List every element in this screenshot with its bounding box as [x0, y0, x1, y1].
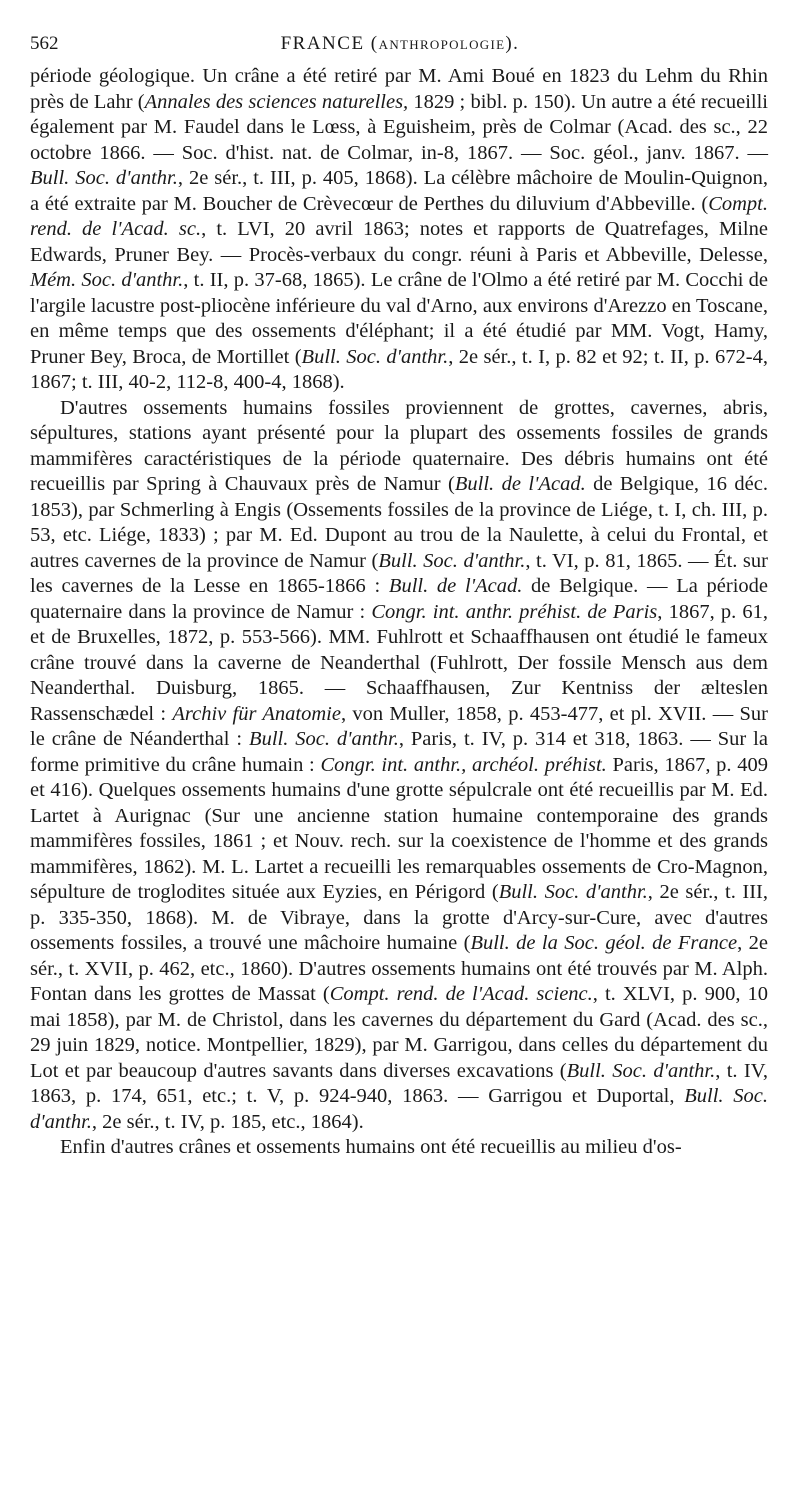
text-run: , 1867, p. 61, et de Bruxelles, 1872, p. 553-566). MM. Fuhlrott et Schaaffhausen ont étudié le fameux crâne trouvé dans la caverne de Neanderthal (Fuhlrott, Der fossile Mensch aus dem Neanderthal. Duisburg, 1865. — Schaaffhausen, Zur Kentniss der ælteslen Rassenschædel : — [30, 600, 768, 725]
citation-italic: Bull. de l'Acad. — [454, 473, 586, 495]
text-run: , von Muller, 1858, p. 453-477, et pl. XVII. — Sur le crâne de Néanderthal : — [30, 702, 768, 750]
citation-italic: Bull. Soc. d'anthr. — [566, 1059, 716, 1082]
citation-italic: Bull. Soc. d'anthr. — [30, 167, 178, 189]
citation-italic: Bull. Soc. d'anthr. — [301, 345, 449, 368]
text-run: , t. XLVI, p. 900, 10 mai 1858), par M. de Christol, dans les cavernes du département du Gard (Acad. des sc., 29 juin 1829, notice. Montpellier, 1829), par M. Garrigou, dans celles du département du Lot et par beaucoup d'autres savants dans diverses excavations ( — [30, 983, 769, 1082]
text-run: , 2e sér., t. III, p. 335-350, 1868). M. de Vibraye, dans la grotte d'Arcy-sur-Cure, avec d'autres ossements fossiles, a trouvé une mâchoire humaine ( — [30, 881, 769, 954]
text-run: , 2e sér., t. I, p. 82 et 92; t. II, p. 672-4, 1867; t. III, 40-2, 112-8, 400-4, 1868). — [30, 345, 768, 393]
body-text — [30, 64, 768, 1161]
citation-italic: Archiv für Anatomie — [172, 702, 341, 725]
text-run: de Belgique, 16 déc. 1853), par Schmerling à Engis (Ossements fossiles de la province de Liége, t. I, ch. III, p. 53, etc. Liége, 1833) ; par M. Ed. Dupont au trou de la Naulette, à celui du Frontal, et autres cavernes de la province de Namur ( — [30, 473, 768, 572]
text-run: , Paris, t. IV, p. 314 et 318, 1863. — Sur la forme primitive du crâne humain : — [30, 728, 768, 776]
text-run: Enfin d'autres crânes et ossements humains ont été recueillis au milieu d'os- — [60, 1136, 682, 1158]
text-run: , 2e sér., t. XVII, p. 462, etc., 1860). D'autres ossements humains ont été trouvés par M. Alph. Fontan dans les grottes de Massat ( — [30, 932, 768, 1005]
page-number: 562 — [30, 33, 59, 54]
text-run: D'autres ossements humains fossiles proviennent de grottes, cavernes, abris, sépultures, stations ayant présenté pour la plupart des ossements fossiles de grands mammifères caractéristiques de la période quaternaire. Des débris humains ont été recueillis par Spring à Chauvaux près de Namur ( — [30, 396, 768, 495]
text-run: , t. LVI, 20 avril 1863; notes et rapports de Quatrefages, Milne Edwards, Pruner Bey. — Procès-verbaux du congr. réuni à Paris et Abbeville, Delesse, — [30, 218, 768, 266]
citation-italic: Bull. Soc. d'anthr. — [378, 549, 526, 572]
citation-italic: Annales des sciences naturelles, — [144, 90, 409, 113]
citation-italic: Bull. Soc. d'anthr. — [30, 1085, 768, 1133]
text-run: Paris, 1867, p. 409 et 416). Quelques ossements humains d'une grotte sépulcrale ont été recueillis par M. Ed. Lartet à Aurignac (Sur une ancienne station humaine contemporaine des grands mammifères fossiles, 1861 ; et Nouv. rech. sur la coexistence de l'homme et des grands mammifères, 1862). M. L. Lartet a recueilli les remarquables ossements de Cro-Magnon, sépulture de troglodites située aux Eyzies, en Périgord ( — [30, 753, 768, 903]
text-run: , t. VI, p. 81, 1865. — Ét. sur les cavernes de la Lesse en 1865-1866 : — [30, 549, 768, 597]
running-head-end: ). — [505, 33, 520, 54]
text-run: , 2e sér., t. IV, p. 185, etc., 1864). — [91, 1110, 364, 1133]
text-run: , t. IV, 1863, p. 174, 651, etc.; t. V, p. 924-940, 1863. — Garrigou et Duportal, — [30, 1059, 768, 1107]
citation-italic: Bull. de la Soc. géol. de France — [470, 932, 738, 954]
running-head-main: FRANCE ( — [280, 33, 379, 54]
citation-italic: Bull. Soc. d'anthr. — [249, 728, 399, 750]
text-run: de Belgique. — La période quaternaire dans la province de Namur : — [30, 575, 768, 623]
running-head — [30, 31, 770, 58]
paragraph — [30, 64, 768, 396]
citation-italic: Bull. de l'Acad. — [388, 575, 523, 597]
running-head-small: ANTHROPOLOGIE — [378, 37, 506, 52]
citation-italic: Mém. Soc. d'anthr. — [30, 269, 184, 291]
citation-italic: Bull. Soc. d'anthr. — [498, 881, 648, 903]
page-header — [30, 31, 770, 57]
citation-italic: Compt. rend. de l'Acad. sc. — [30, 192, 768, 240]
text-run: , 2e sér., t. III, p. 405, 1868). La célèbre mâchoire de Moulin-Quignon, a été extraite par M. Boucher de Crèvecœur de Perthes du diluvium d'Abbeville. ( — [30, 167, 768, 215]
paragraph — [30, 1135, 768, 1161]
citation-italic: Congr. int. anthr. préhist. de Paris — [371, 600, 658, 623]
paragraph — [30, 396, 768, 1136]
text-run: , t. II, p. 37-68, 1865). Le crâne de l'Olmo a été retiré par M. Cocchi de l'argile lacustre post-pliocène inférieure du val d'Arno, aux environs d'Arezzo en Toscane, en même temps que des ossements d'éléphant; il a été étudié par MM. Vogt, Hamy, Pruner Bey, Broca, de Mortillet ( — [30, 269, 768, 368]
text-run: 1829 ; bibl. p. 150). Un autre a été recueilli également par M. Faudel dans le Lœss, à Eguisheim, près de Colmar (Acad. des sc., 22 octobre 1866. — Soc. d'hist. nat. de Colmar, in-8, 1867. — Soc. géol., janv. 1867. — — [30, 90, 769, 164]
citation-italic: Compt. rend. de l'Acad. scienc. — [329, 983, 593, 1005]
text-run: période géologique. Un crâne a été retiré par M. Ami Boué en 1823 du Lehm du Rhin près de Lahr ( — [30, 65, 768, 113]
citation-italic: Congr. int. anthr., archéol. préhist. — [320, 753, 607, 776]
